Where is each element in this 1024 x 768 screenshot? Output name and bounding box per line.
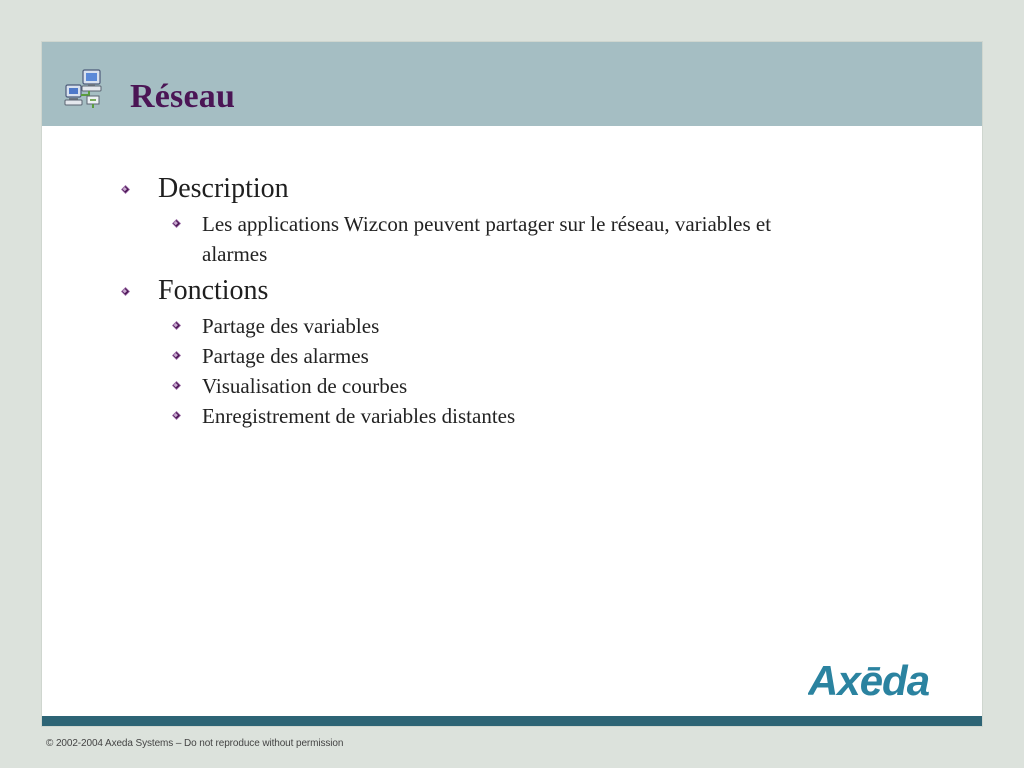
copyright-text: © 2002-2004 Axeda Systems – Do not reproduce without permission: [46, 738, 344, 749]
diamond-bullet-icon: [172, 351, 181, 360]
list-item-text: Les applications Wizcon peuvent partager sur le réseau, variables et alarmes: [202, 212, 772, 266]
diamond-bullet-icon: [121, 287, 130, 296]
description-list: [120, 209, 920, 269]
functions-heading-label: Fonctions: [158, 275, 269, 306]
list-item: [120, 341, 822, 371]
diamond-bullet-icon: [172, 219, 181, 228]
list-item: [120, 401, 822, 431]
description-section: [120, 172, 920, 269]
diamond-bullet-icon: [172, 321, 181, 330]
diamond-bullet-icon: [172, 411, 181, 420]
slide-content: [120, 172, 920, 431]
list-item-text: Enregistrement de variables distantes: [202, 404, 516, 428]
list-item: [120, 311, 822, 341]
description-heading: [120, 172, 920, 206]
description-heading-label: Description: [158, 173, 289, 204]
slide-title: Réseau: [130, 78, 236, 115]
list-item: [120, 209, 822, 269]
axeda-wordmark: Axēda: [808, 657, 930, 704]
footer-bar: [42, 716, 982, 726]
diamond-bullet-icon: [121, 185, 130, 194]
functions-heading: [120, 274, 920, 308]
network-computers-icon: [64, 66, 110, 112]
functions-list: [120, 311, 920, 431]
title-band: [42, 42, 982, 126]
list-item-text: Partage des alarmes: [202, 344, 369, 368]
axeda-logo: [808, 654, 966, 706]
diamond-bullet-icon: [172, 381, 181, 390]
slide-canvas: [42, 42, 982, 726]
list-item-text: Visualisation de courbes: [202, 374, 408, 398]
list-item-text: Partage des variables: [202, 314, 380, 338]
functions-section: [120, 274, 920, 431]
list-item: [120, 371, 822, 401]
